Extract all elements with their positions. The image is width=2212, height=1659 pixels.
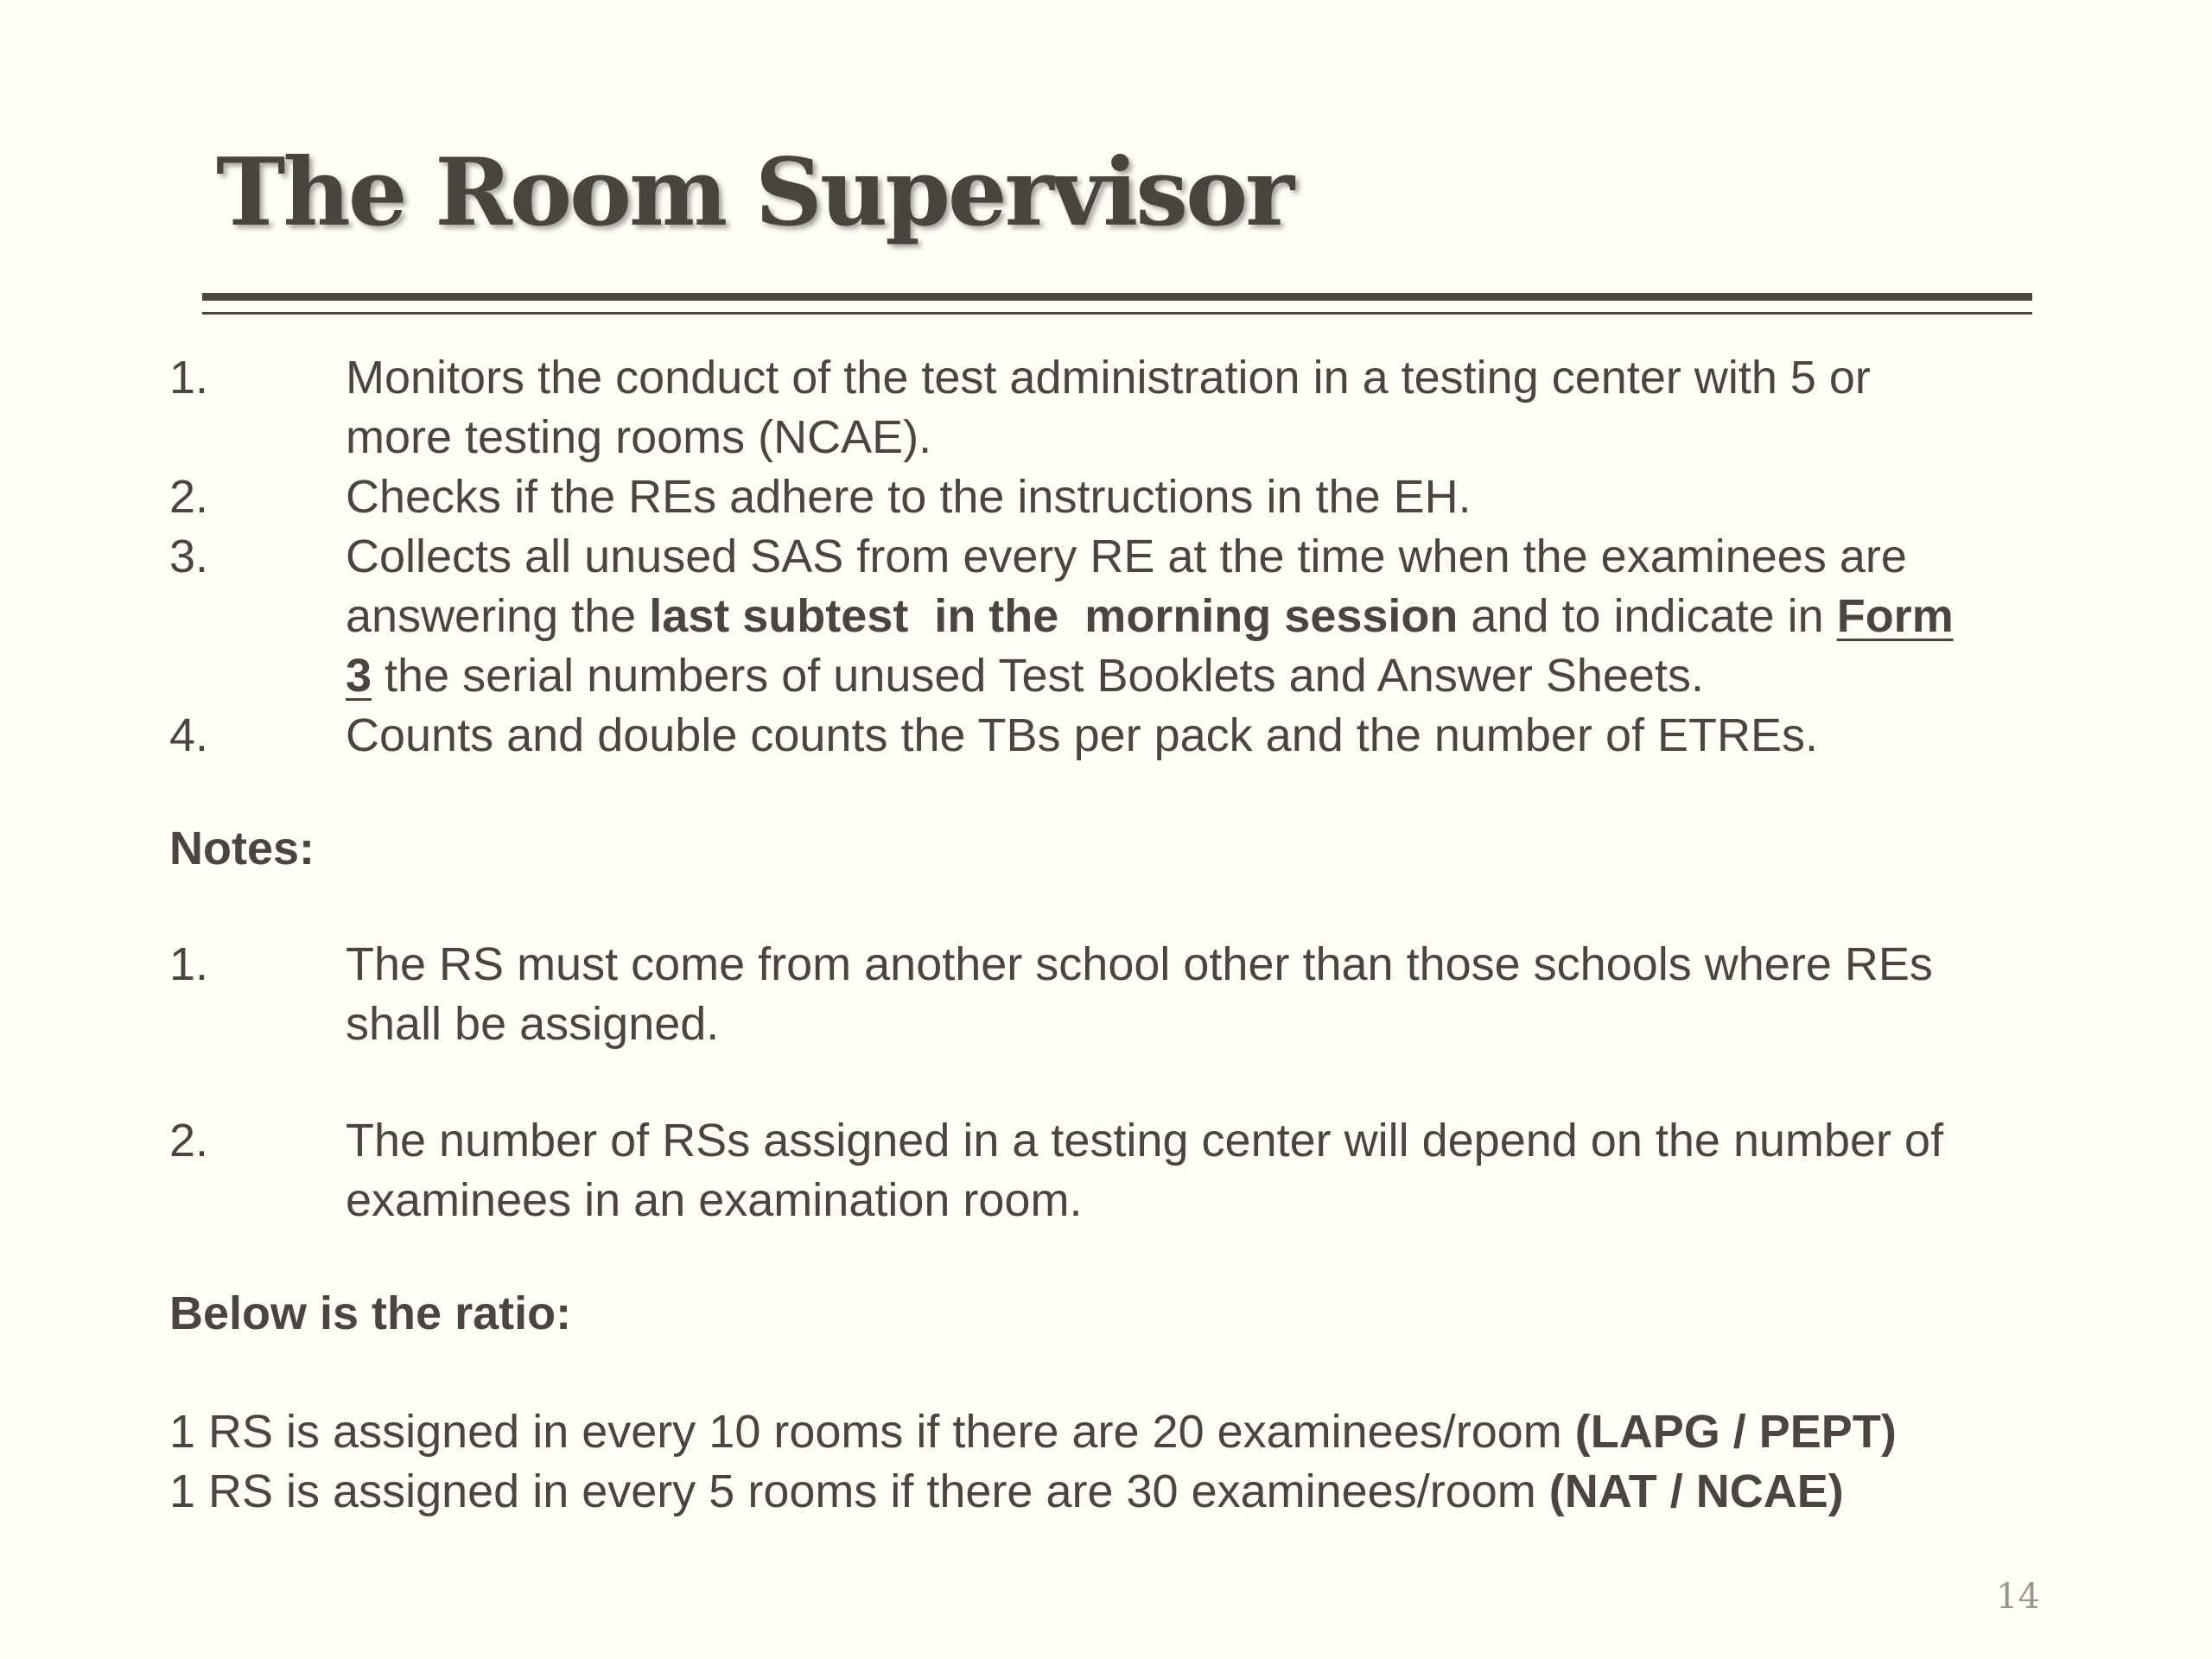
- ratio-heading: Below is the ratio:: [169, 1287, 572, 1339]
- form-reference-number: 3: [346, 650, 372, 702]
- duty-number: 2.: [169, 471, 209, 523]
- note-text-line: The RS must come from another school other than those schools where REs: [346, 938, 1933, 990]
- slide-title: The Room Supervisor: [216, 138, 1293, 247]
- note-text-line: examinees in an examination room.: [346, 1174, 1083, 1226]
- note-number: 2.: [169, 1115, 209, 1166]
- duty-number: 3.: [169, 531, 209, 582]
- spacer: [169, 879, 2070, 935]
- duty-text-segment: and to indicate in: [1458, 590, 1837, 642]
- spacer: [169, 1230, 2070, 1284]
- ratio-text: 1 RS is assigned in every 10 rooms if there are 20 examinees/room: [169, 1406, 1575, 1458]
- duty-text-line: Monitors the conduct of the test administration in a testing center with 5 or: [346, 352, 1871, 404]
- spacer: [169, 1054, 2070, 1111]
- duty-emphasis: last subtest in the morning session: [649, 590, 1459, 642]
- duty-text-line: Counts and double counts the TBs per pack and the number of ETREs.: [346, 709, 1819, 761]
- duty-text-line: more testing rooms (NCAE).: [346, 411, 932, 463]
- form-reference-word: Form: [1836, 590, 1954, 642]
- duty-text-line: Checks if the REs adhere to the instructions in the EH.: [346, 471, 1471, 523]
- duty-item-1: [169, 348, 2070, 467]
- ratio-text: 1 RS is assigned in every 5 rooms if there are 30 examinees/room: [169, 1465, 1549, 1517]
- spacer: [169, 766, 2070, 819]
- duty-number: 1.: [169, 352, 209, 404]
- duty-text-segment: the serial numbers of unused Test Booklets and Answer Sheets.: [372, 650, 1704, 702]
- spacer: [169, 1344, 2070, 1402]
- ratio-line-1: [169, 1402, 2070, 1462]
- slide-body: [169, 348, 2070, 1522]
- duty-text-segment: answering the: [346, 590, 650, 642]
- title-rule-thin: [202, 312, 2032, 315]
- note-item-1: [169, 935, 2070, 1054]
- duty-number: 4.: [169, 709, 209, 761]
- page-number: 14: [1996, 1577, 2040, 1617]
- title-rule-thick: [202, 293, 2032, 301]
- note-item-2: [169, 1111, 2070, 1230]
- note-text-line: shall be assigned.: [346, 998, 720, 1050]
- ratio-label: (NAT / NCAE): [1548, 1465, 1844, 1517]
- note-number: 1.: [169, 938, 209, 990]
- notes-heading: Notes:: [169, 823, 315, 874]
- duty-item-4: [169, 706, 2070, 766]
- duty-item-3: [169, 527, 2070, 706]
- note-text-line: The number of RSs assigned in a testing center will depend on the number of: [346, 1115, 1944, 1166]
- ratio-line-2: [169, 1462, 2070, 1522]
- duty-item-2: [169, 467, 2070, 527]
- duty-text-line: Collects all unused SAS from every RE at the time when the examinees are: [346, 531, 1907, 582]
- ratio-label: (LAPG / PEPT): [1574, 1406, 1897, 1458]
